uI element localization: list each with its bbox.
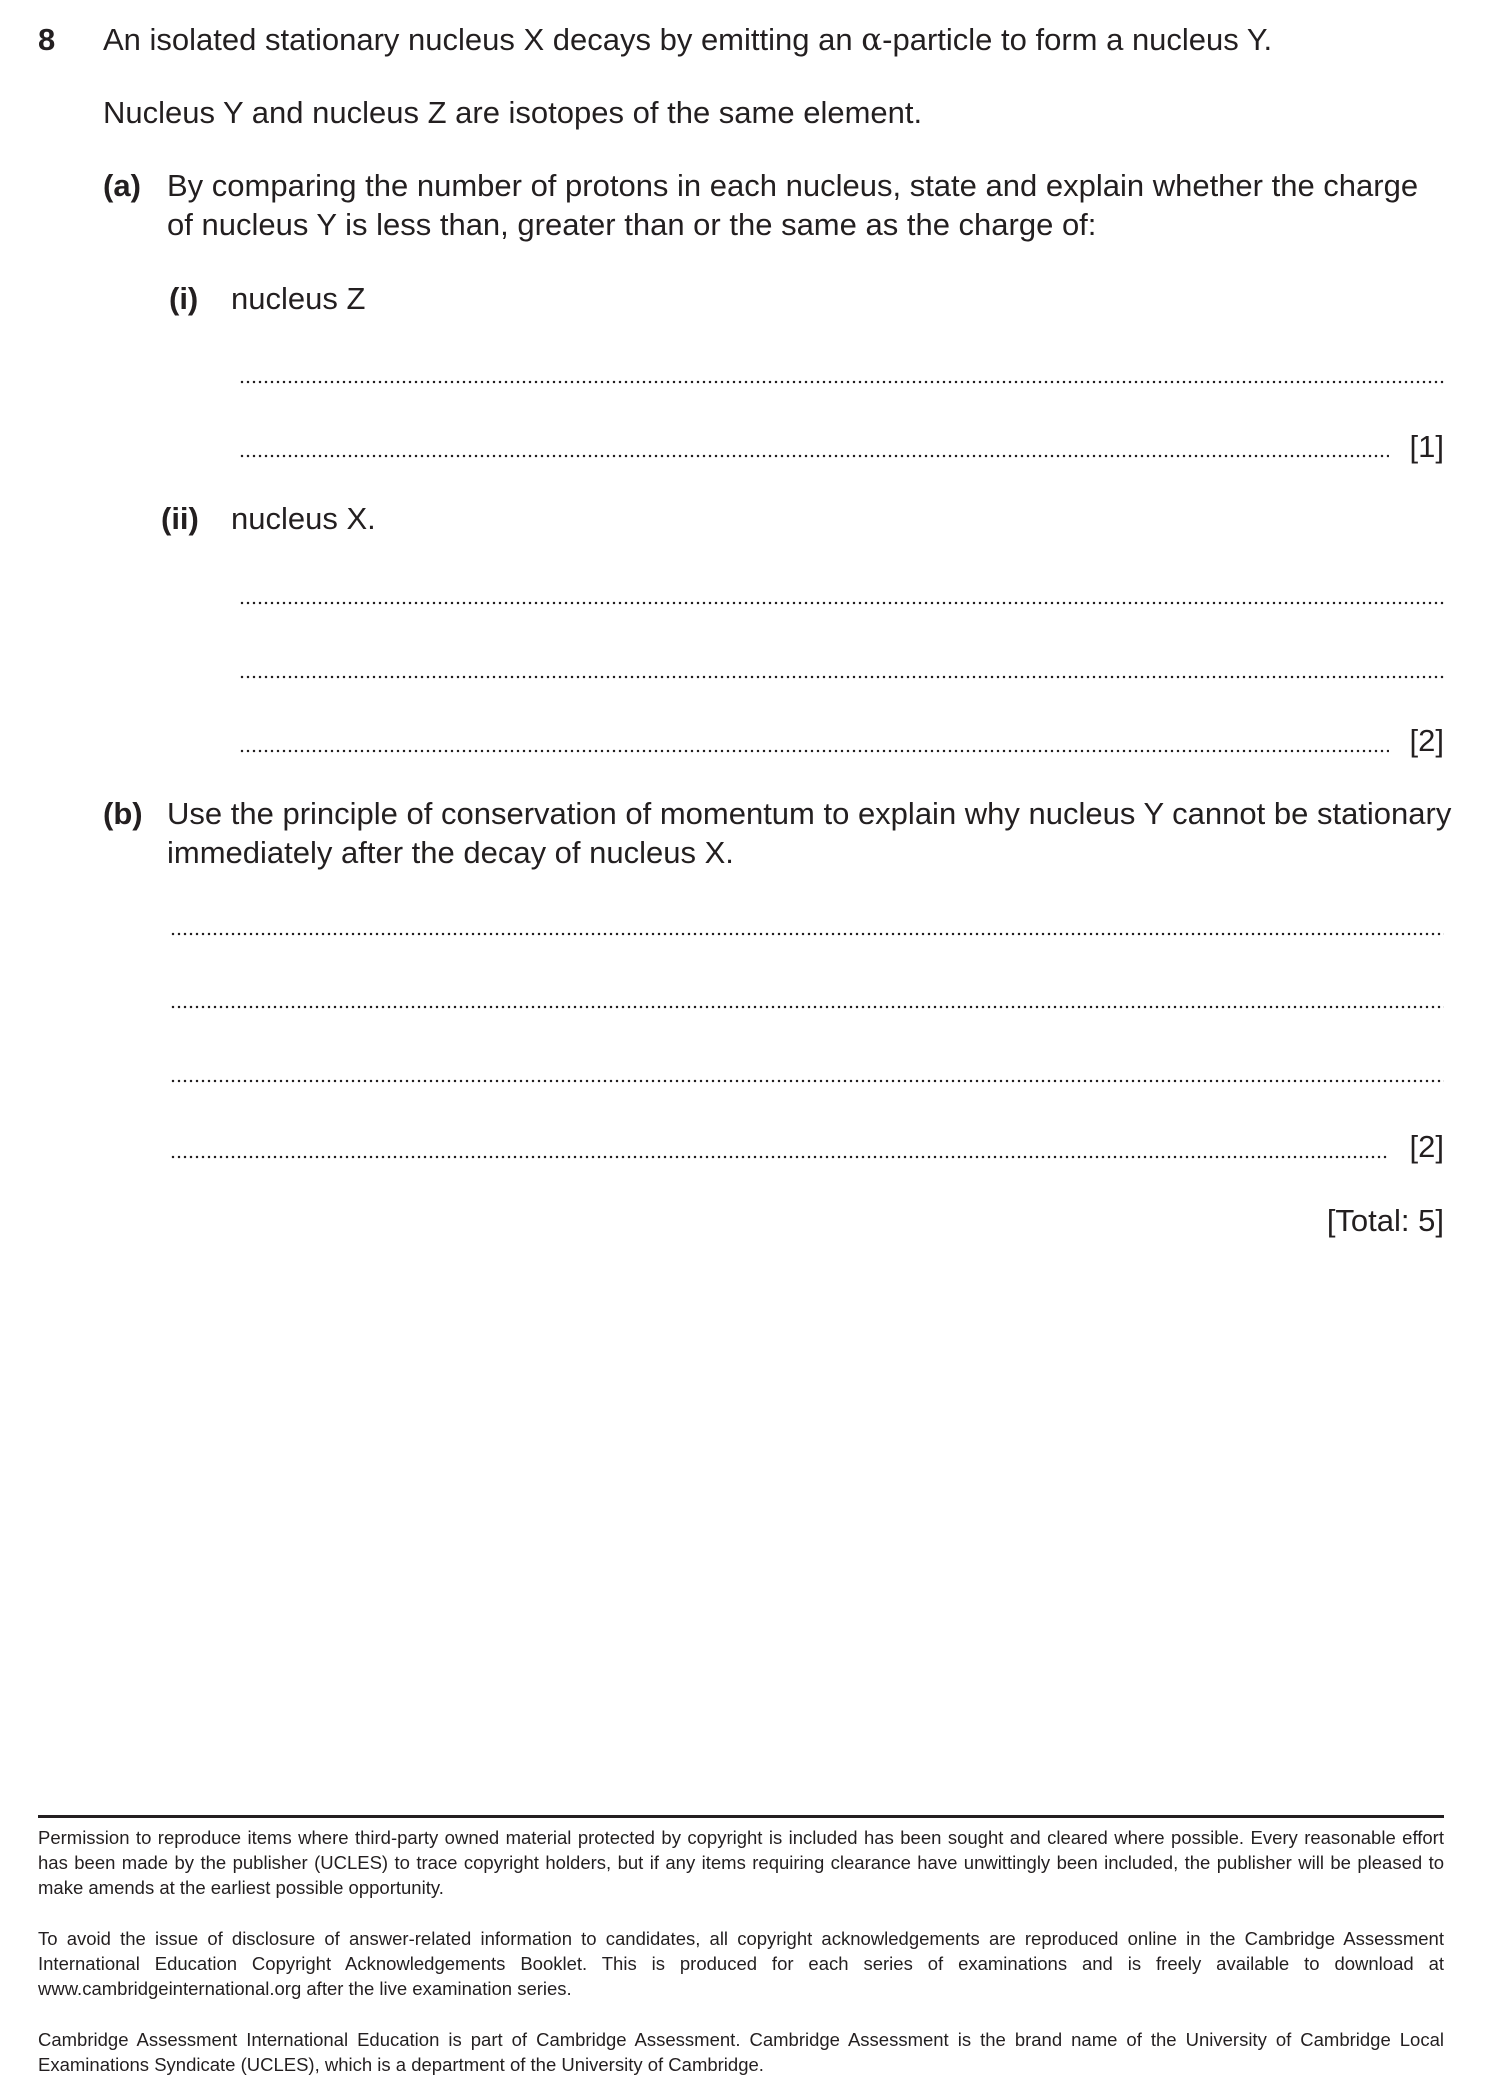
mark-allocation: [1]: [1409, 429, 1444, 464]
answer-line[interactable]: [239, 380, 1444, 384]
part-a-ii-text: nucleus X.: [231, 501, 376, 536]
part-b-line1: Use the principle of conservation of momentum to explain why nucleus Y cannot be stationary: [167, 796, 1452, 831]
answer-line[interactable]: [170, 1155, 1389, 1159]
alpha-symbol: α: [861, 22, 883, 58]
part-a-i-text: nucleus Z: [231, 281, 366, 316]
part-a-label: (a): [103, 168, 141, 203]
footer-divider: [38, 1815, 1444, 1818]
part-a-ii-label: (ii): [161, 501, 199, 536]
part-a-line1: By comparing the number of protons in each nucleus, state and explain whether the charge: [167, 168, 1419, 203]
part-a-i-label: (i): [169, 281, 199, 316]
answer-line[interactable]: [239, 749, 1389, 753]
question-intro-end: -particle to form a nucleus Y.: [882, 22, 1273, 57]
part-b-label: (b): [103, 796, 143, 831]
answer-line[interactable]: [239, 675, 1444, 679]
question-number: 8: [38, 22, 56, 57]
question-intro-start: An isolated stationary nucleus X decays by emitting an: [103, 22, 862, 57]
isotopes-statement: Nucleus Y and nucleus Z are isotopes of the same element.: [103, 95, 923, 130]
mark-allocation: [2]: [1409, 1129, 1444, 1164]
footer-permission: Permission to reproduce items where third-party owned material protected by copyright is included has been sought and cleared where possible. Every reasonable effort has been made by the publisher (UCLES) to trace copyright holders, but if any items requiring clearance have unwittingly been included, the publisher will be pleased to make amends at the earliest possible opportunity.: [38, 1827, 1444, 1898]
answer-line[interactable]: [170, 1005, 1444, 1009]
part-a-line2: of nucleus Y is less than, greater than or the same as the charge of:: [167, 207, 1097, 242]
answer-line[interactable]: [239, 454, 1389, 458]
part-b-line2: immediately after the decay of nucleus X.: [167, 835, 734, 870]
mark-allocation: [2]: [1409, 723, 1444, 758]
footer-cambridge: Cambridge Assessment International Education is part of Cambridge Assessment. Cambridge Assessment is the brand name of the University of Cambridge Local Examinations Syndicate (UCLES), which is a department of the University of Cambridge.: [38, 2029, 1444, 2075]
total-marks: [Total: 5]: [1326, 1203, 1444, 1238]
answer-line[interactable]: [170, 932, 1444, 936]
footer-disclosure: To avoid the issue of disclosure of answer-related information to candidates, all copyright acknowledgements are reproduced online in the Cambridge Assessment International Education Copyright Acknowledgements Booklet. This is produced for each series of examinations and is freely available to download at www.cambridgeinternational.org after the live examination series.: [38, 1928, 1444, 1999]
answer-line[interactable]: [239, 601, 1444, 605]
answer-line[interactable]: [170, 1079, 1444, 1083]
question-intro: [103, 21, 1272, 59]
